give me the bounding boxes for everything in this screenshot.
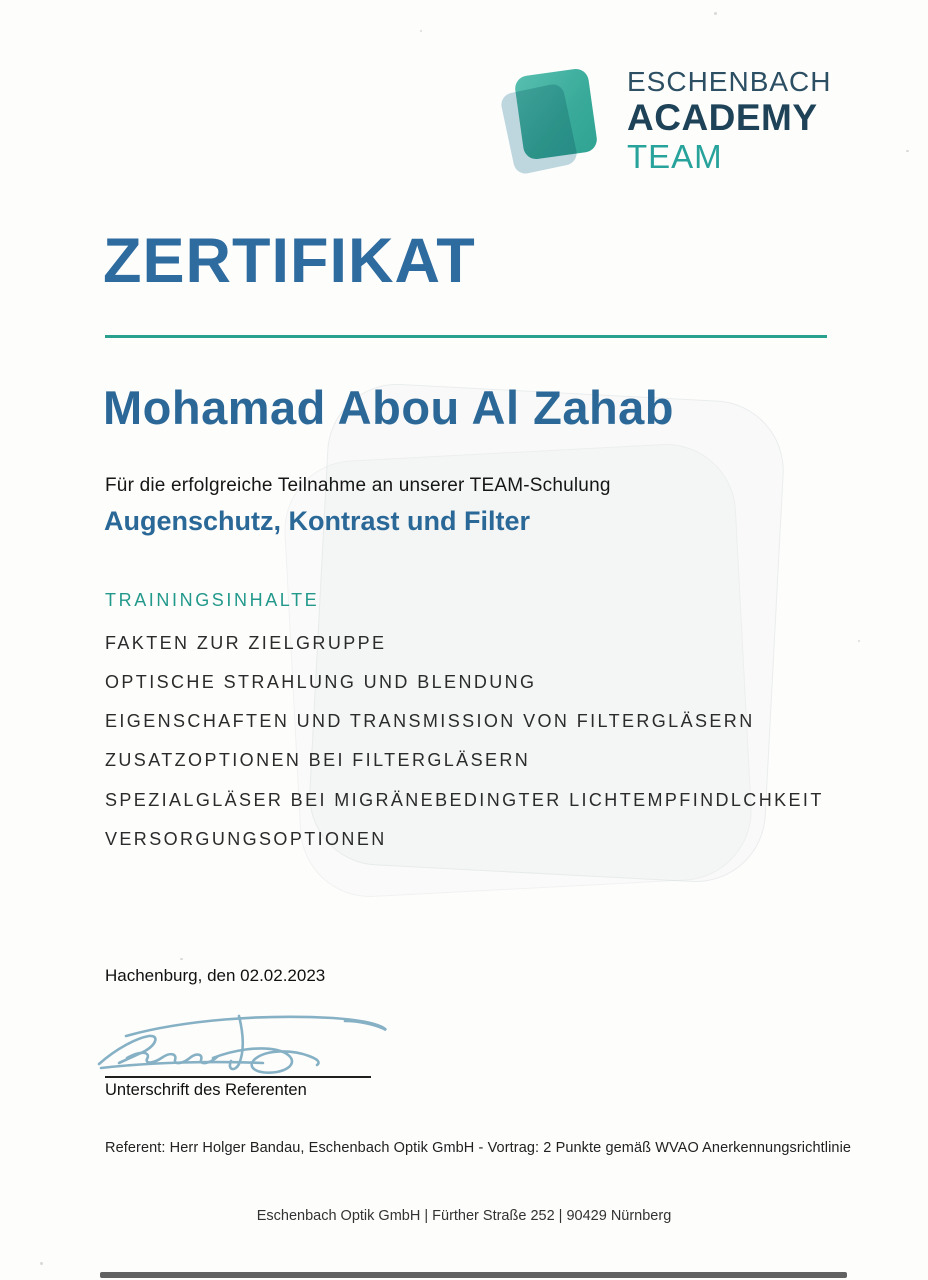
- training-contents-heading: TRAININGSINHALTE: [105, 590, 320, 610]
- scan-speck: [906, 150, 909, 152]
- logo-line-academy: ACADEMY: [627, 97, 818, 138]
- signature-image: [93, 1006, 393, 1078]
- training-item: FAKTEN ZUR ZIELGRUPPE: [105, 633, 387, 653]
- logo-square-front: [514, 67, 599, 160]
- scan-speck: [858, 640, 860, 642]
- recipient-name: Mohamad Abou Al Zahab: [103, 381, 675, 434]
- title-divider: [105, 335, 827, 338]
- scan-speck: [180, 958, 183, 960]
- participation-text: Für die erfolgreiche Teilnahme an unserer TEAM-Schulung: [105, 475, 611, 496]
- scan-speck: [40, 1262, 43, 1265]
- company-address-footer: Eschenbach Optik GmbH | Fürther Straße 252 | 90429 Nürnberg: [256, 1208, 672, 1224]
- scan-speck: [420, 30, 422, 32]
- scan-speck: [714, 12, 717, 15]
- logo-line-eschenbach: ESCHENBACH: [627, 66, 832, 97]
- training-item: SPEZIALGLÄSER BEI MIGRÄNEBEDINGTER LICHTEMPFINDLCHKEIT: [105, 790, 824, 810]
- training-item: EIGENSCHAFTEN UND TRANSMISSION VON FILTERGLÄSERN: [105, 711, 755, 731]
- course-title: Augenschutz, Kontrast und Filter: [104, 506, 531, 536]
- logo-wordmark: [627, 66, 831, 175]
- training-item: OPTISCHE STRAHLUNG UND BLENDUNG: [105, 672, 537, 692]
- training-item: ZUSATZOPTIONEN BEI FILTERGLÄSERN: [105, 750, 531, 770]
- signature-label: Unterschrift des Referenten: [105, 1081, 307, 1099]
- training-item: VERSORGUNGSOPTIONEN: [105, 829, 387, 849]
- certificate-title: ZERTIFIKAT: [103, 226, 476, 296]
- referent-credit-line: Referent: Herr Holger Bandau, Eschenbach Optik GmbH - Vortrag: 2 Punkte gemäß WVAO Anerkennungsrichtlinie: [105, 1140, 852, 1156]
- scan-edge-bar: [100, 1272, 847, 1278]
- signature-line: [105, 1076, 371, 1078]
- logo-line-team: TEAM: [627, 138, 723, 175]
- place-date-line: Hachenburg, den 02.02.2023: [105, 966, 326, 985]
- eschenbach-logo-icon: [503, 68, 623, 183]
